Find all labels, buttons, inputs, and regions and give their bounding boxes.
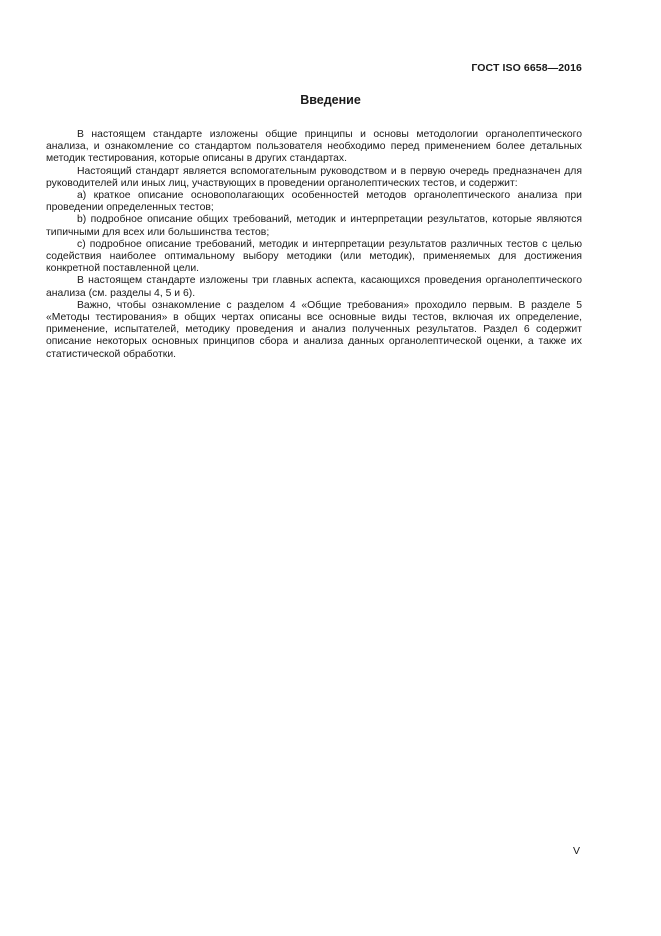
document-header-standard-id: ГОСТ ISO 6658—2016 (471, 62, 582, 74)
paragraph-purpose: Настоящий стандарт является вспомогательным руководством и в первую очередь предназначен для руководителей или иных лиц, участвующих в проведении органолептических тестов, и содержит: (46, 165, 582, 189)
section-title: Введение (300, 93, 361, 107)
list-item-a: a) краткое описание основополагающих особенностей методов органолептического анализа при проведении определенных тестов; (46, 190, 582, 214)
paragraph-sections: Важно, чтобы ознакомление с разделом 4 «Общие требования» проходило первым. В разделе 5 «Методы тестирования» в общих чертах описаны все основные виды тестов, включая их определение, применение, испытателей, методику проведения и анализ полученных результатов. Раздел 6 содержит описание некоторых основных принципов сбора и анализа данных органолептической оценки, а также их статистической обработки. (46, 299, 582, 360)
list-item-c: c) подробное описание требований, методик и интерпретации результатов различных тестов с целью содействия наиболее оптимальному выбору методики (или методик), применяемых для достижения конкретной поставленной цели. (46, 238, 582, 275)
paragraph-intro: В настоящем стандарте изложены общие принципы и основы методологии органолептического анализа, и ознакомление со стандартом пользователя необходимо перед применением более детальных методик тестирования, которые описаны в других стандартах. (46, 129, 582, 165)
body-text (46, 129, 582, 361)
page-number: V (572, 845, 580, 857)
paragraph-aspects: В настоящем стандарте изложены три главных аспекта, касающихся проведения органолептического анализа (см. разделы 4, 5 и 6). (46, 275, 582, 299)
list-item-b: b) подробное описание общих требований, методик и интерпретации результатов, которые являются типичными для всех или большинства тестов; (46, 214, 582, 238)
